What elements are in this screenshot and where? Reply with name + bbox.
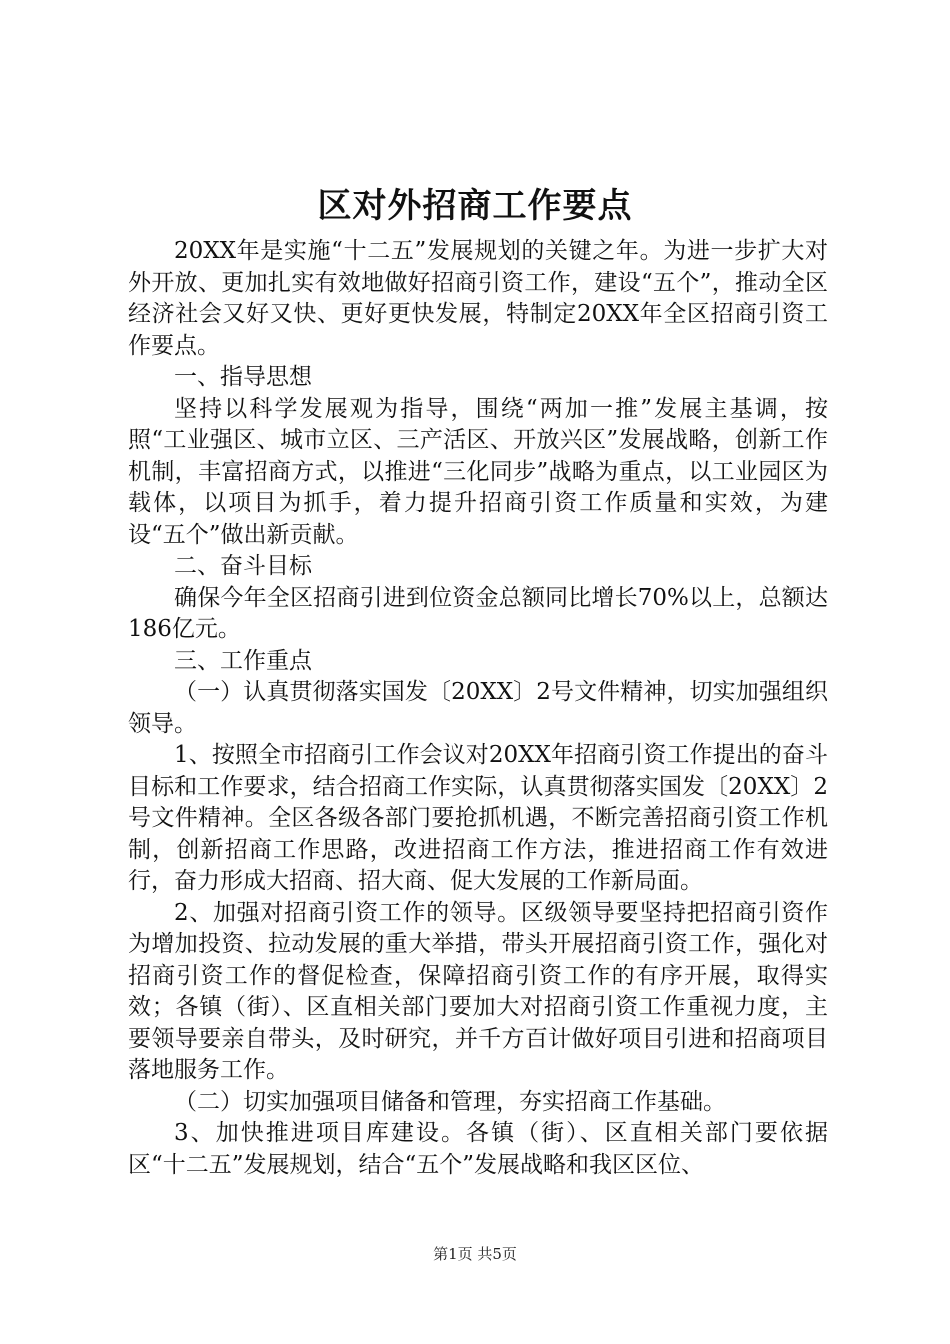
paragraph-item-2: 2、加强对招商引资工作的领导。区级领导要坚持把招商引资作为增加投资、拉动发展的重大举措，带头开展招商引资工作，强化对招商引资工作的督促检查，保障招商引资工作的有序开展，取得实效；各镇（街）、区直相关部门要加大对招商引资工作重视力度，主要领导要亲自带头，及时研究，并千方百计做好项目引进和招商项目落地服务工作。: [128, 899, 828, 1083]
section-heading-key-work: 三、工作重点: [174, 647, 312, 674]
paragraph-guiding-ideology: 坚持以科学发展观为指导，围绕“两加一推”发展主基调，按照“工业强区、城市立区、三产活区、开放兴区”发展战略，创新工作机制，丰富招商方式，以推进“三化同步”战略为重点，以工业园区为载体，以项目为抓手，着力提升招商引资工作质量和实效，为建设“五个”做出新贡献。: [128, 395, 828, 548]
document-title: 区对外招商工作要点: [317, 186, 633, 226]
section-heading-goals: 二、奋斗目标: [174, 553, 312, 579]
page-footer: 第1页 共5页: [433, 1245, 517, 1263]
paragraph-goals: 确保今年全区招商引进到位资金总额同比增长70%以上，总额达186亿元。: [128, 584, 828, 642]
paragraph-item-1: 1、按照全市招商引工作会议对20XX年招商引资工作提出的奋斗目标和工作要求，结合招商工作实际，认真贯彻落实国发〔20XX〕2号文件精神。全区各级各部门要抢抓机遇，不断完善招商引资工作机制，创新招商工作思路，改进招商工作方法，推进招商工作有效进行，奋力形成大招商、招大商、促大发展的工作新局面。: [128, 742, 828, 894]
subsection-heading-one: （一）认真贯彻落实国发〔20XX〕2号文件精神，切实加强组织领导。: [128, 679, 828, 737]
paragraph-item-3: 3、加快推进项目库建设。各镇（街）、区直相关部门要依据区“十二五”发展规划，结合“五个”发展战略和我区区位、: [128, 1120, 828, 1178]
section-heading-guiding-ideology: 一、指导思想: [174, 364, 312, 390]
subsection-heading-two: （二）切实加强项目储备和管理，夯实招商工作基础。: [174, 1088, 726, 1115]
document-body: [128, 236, 828, 1181]
paragraph-intro: 20XX年是实施“十二五”发展规划的关键之年。为进一步扩大对外开放、更加扎实有效地做好招商引资工作，建设“五个”，推动全区经济社会又好又快、更好更快发展，特制定20XX年全区招商引资工作要点。: [128, 238, 828, 359]
